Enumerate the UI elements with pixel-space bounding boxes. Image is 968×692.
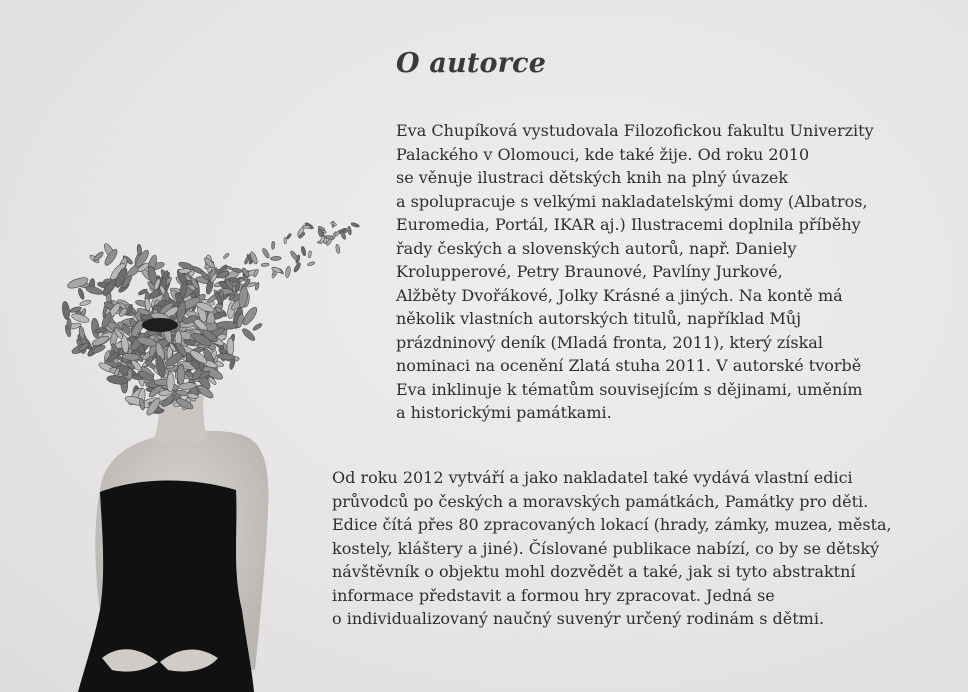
text-line: Od roku 2012 vytváří a jako nakladatel také vydává vlastní edici (332, 468, 853, 487)
text-line: průvodců po českých a moravských památkách, Památky pro děti. (332, 491, 869, 511)
text-line: informace představit a formou hry zpracovat. Jedná se (332, 585, 775, 605)
author-portrait-illustration (40, 200, 370, 692)
text-line: prázdninový deník (Mladá fronta, 2011), který získal (396, 332, 823, 352)
text-line: a spolupracuje s velkými nakladatelskými domy (Albatros, (396, 191, 868, 211)
text-line: se věnuje ilustraci dětských knih na plný úvazek (396, 168, 789, 187)
text-line: Eva inklinuje k tématům souvisejícím s dějinami, uměním (396, 379, 863, 399)
text-line: Edice čítá přes 80 zpracovaných lokací (hrady, zámky, muzea, města, (332, 515, 892, 534)
text-line: Alžběty Dvořákové, Jolky Krásné a jiných. Na kontě má (396, 285, 843, 305)
text-line: řady českých a slovenských autorů, např. Daniely (396, 238, 797, 258)
page-title: O autorce (396, 48, 547, 79)
text-line: návštěvník o objektu mohl dozvědět a také, jak si tyto abstraktní (332, 562, 856, 581)
text-line: kostely, kláštery a jiné). Číslované publikace nabízí, co by se dětský (332, 538, 880, 558)
text-line: o individualizovaný naučný suvenýr určený rodinám s dětmi. (332, 609, 825, 628)
leaf-cloud-icon (40, 200, 370, 692)
text-line: Krolupperové, Petry Braunové, Pavlíny Jurkové, (396, 262, 783, 281)
text-line: a historickými památkami. (396, 403, 612, 422)
text-line: několik vlastních autorských titulů, například Můj (396, 309, 802, 328)
text-line: nominaci na ocenění Zlatá stuha 2011. V autorské tvorbě (396, 356, 862, 375)
text-line: Euromedia, Portál, IKAR aj.) Ilustracemi doplnila příběhy (396, 215, 861, 234)
text-line: Palackého v Olomouci, kde také žije. Od roku 2010 (396, 144, 810, 164)
bio-paragraph-1 (396, 119, 956, 425)
text-line: Eva Chupíková vystudovala Filozofickou fakultu Univerzity (396, 121, 874, 140)
bio-paragraph-2 (332, 466, 952, 631)
